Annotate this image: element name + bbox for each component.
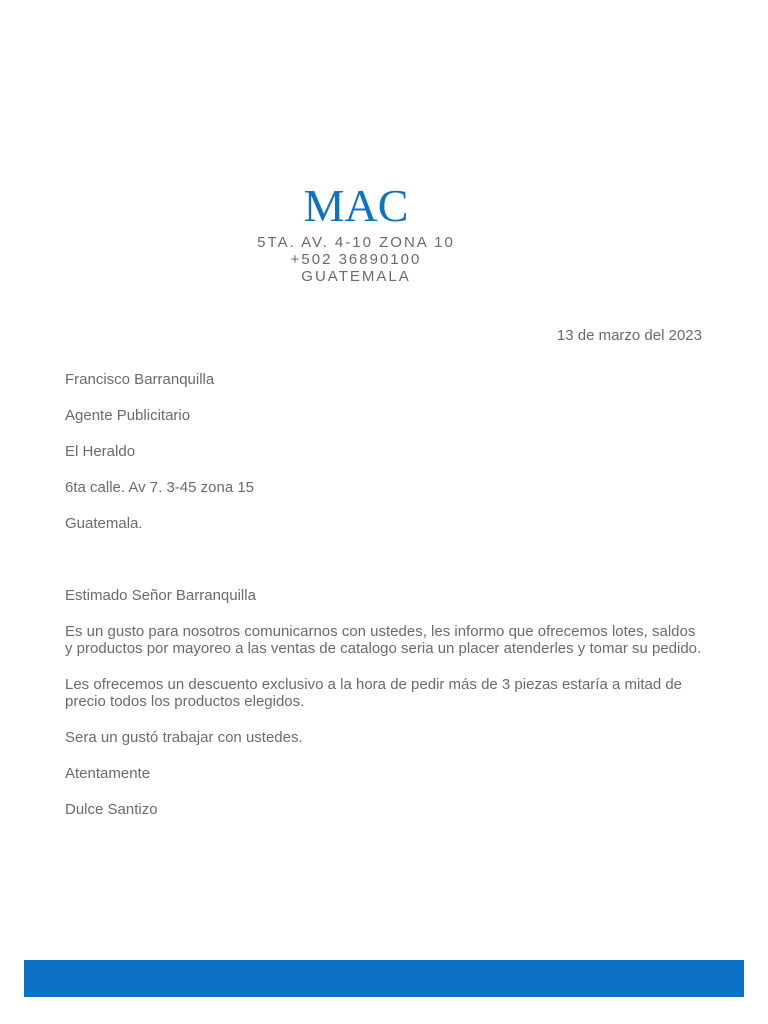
recipient-company: El Heraldo bbox=[65, 443, 136, 460]
footer-bar bbox=[24, 960, 744, 997]
paragraph: Sera un gustó trabajar con ustedes. bbox=[65, 729, 303, 746]
recipient-name: Francisco Barranquilla bbox=[65, 371, 215, 388]
company-address: 5TA. AV. 4-10 ZONA 10 bbox=[257, 234, 455, 251]
spacer bbox=[65, 551, 705, 587]
letterhead bbox=[0, 178, 712, 285]
recipient-city: Guatemala. bbox=[65, 515, 143, 532]
company-name: MAC bbox=[303, 180, 409, 231]
letter-date: 13 de marzo del 2023 bbox=[556, 327, 702, 344]
closing: Atentamente bbox=[65, 765, 151, 782]
paragraph: Les ofrecemos un descuento exclusivo a la hora de pedir más de 3 piezas estaría a mitad de precio todos los productos elegidos. bbox=[65, 676, 683, 710]
letter-body bbox=[65, 371, 705, 837]
paragraph: Es un gusto para nosotros comunicarnos con ustedes, les informo que ofrecemos lotes, saldos y productos por mayoreo a las ventas de catalogo seria un placer atenderles y tomar su pedido. bbox=[65, 623, 702, 657]
company-phone: +502 36890100 bbox=[290, 251, 422, 268]
signature-name: Dulce Santizo bbox=[65, 801, 158, 818]
recipient-address: 6ta calle. Av 7. 3-45 zona 15 bbox=[65, 479, 255, 496]
salutation: Estimado Señor Barranquilla bbox=[65, 587, 256, 604]
recipient-block bbox=[65, 371, 705, 532]
company-country: GUATEMALA bbox=[301, 268, 411, 285]
recipient-title: Agente Publicitario bbox=[65, 407, 191, 424]
